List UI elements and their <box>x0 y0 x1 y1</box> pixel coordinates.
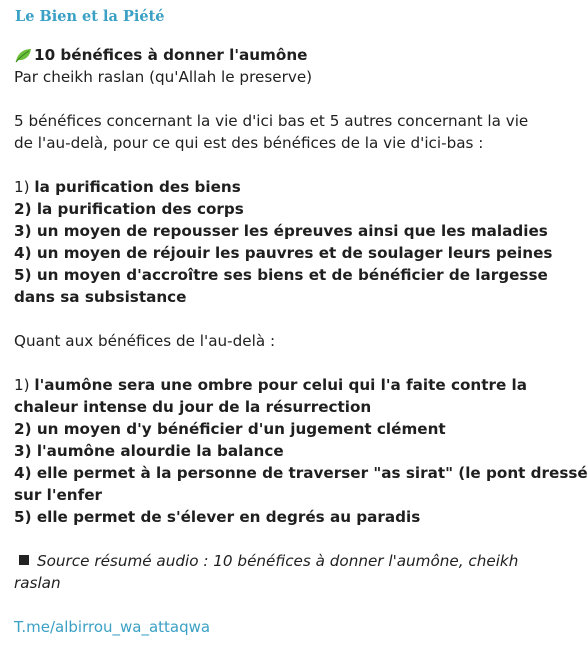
item-number: 2) <box>14 200 32 218</box>
worldly-item-3 <box>14 220 548 242</box>
item-number: 4) <box>14 244 32 262</box>
hereafter-item-4 <box>14 462 588 484</box>
intro-line-2: de l'au-delà, pour ce qui est des bénéfices de la vie d'ici-bas : <box>14 134 484 152</box>
item-text: un moyen d'y bénéficier d'un jugement clément <box>36 420 446 438</box>
hereafter-item-1-cont: chaleur intense du jour de la résurrection <box>14 398 372 416</box>
channel-name[interactable]: Le Bien et la Piété <box>15 8 165 25</box>
item-text: la purification des biens <box>34 178 241 196</box>
item-number: 3) <box>14 442 32 460</box>
worldly-item-2 <box>14 198 509 220</box>
post-author: Par cheikh raslan (qu'Allah le preserve) <box>14 68 313 86</box>
source-line-2: raslan <box>14 574 61 592</box>
hereafter-item-4-cont: sur l'enfer <box>14 486 102 504</box>
source-text: Source résumé audio : 10 bénéfices à donner l'aumône, cheikh <box>37 552 519 570</box>
source-line-1 <box>14 550 519 572</box>
item-text: un moyen de réjouir les pauvres et de soulager leurs peines <box>36 244 553 262</box>
intro-line-1: 5 bénéfices concernant la vie d'ici bas et 5 autres concernant la vie <box>14 112 529 130</box>
worldly-item-1 <box>14 176 509 198</box>
item-number: 4) <box>14 464 32 482</box>
item-text: elle permet à la personne de traverser "as sirat" (le pont dressé <box>36 464 588 482</box>
worldly-item-4 <box>14 242 553 264</box>
item-text: la purification des corps <box>36 200 244 218</box>
post-title <box>14 44 509 66</box>
worldly-item-5-cont: dans sa subsistance <box>14 288 187 306</box>
hereafter-item-5 <box>14 506 509 528</box>
post-title-text: 10 bénéfices à donner l'aumône <box>34 46 308 64</box>
item-number: 5) <box>14 508 32 526</box>
item-number: 1) <box>14 376 30 394</box>
item-number: 5) <box>14 266 32 284</box>
item-text: l'aumône alourdie la balance <box>36 442 284 460</box>
channel-link[interactable]: T.me/albirrou_wa_attaqwa <box>14 618 211 636</box>
item-text: un moyen de repousser les épreuves ainsi que les maladies <box>36 222 548 240</box>
item-number: 1) <box>14 178 30 196</box>
hereafter-item-1 <box>14 374 528 396</box>
leaf-icon <box>14 44 34 66</box>
item-text: elle permet de s'élever en degrés au paradis <box>36 508 421 526</box>
hereafter-item-2 <box>14 418 509 440</box>
hereafter-intro: Quant aux bénéfices de l'au-delà : <box>14 332 276 350</box>
item-text: l'aumône sera une ombre pour celui qui l'a faite contre la <box>34 376 528 394</box>
item-number: 3) <box>14 222 32 240</box>
worldly-item-5 <box>14 264 548 286</box>
item-number: 2) <box>14 420 32 438</box>
item-text: un moyen d'accroître ses biens et de bénéficier de largesse <box>36 266 548 284</box>
hereafter-item-3 <box>14 440 509 462</box>
black-square-icon <box>19 555 29 565</box>
